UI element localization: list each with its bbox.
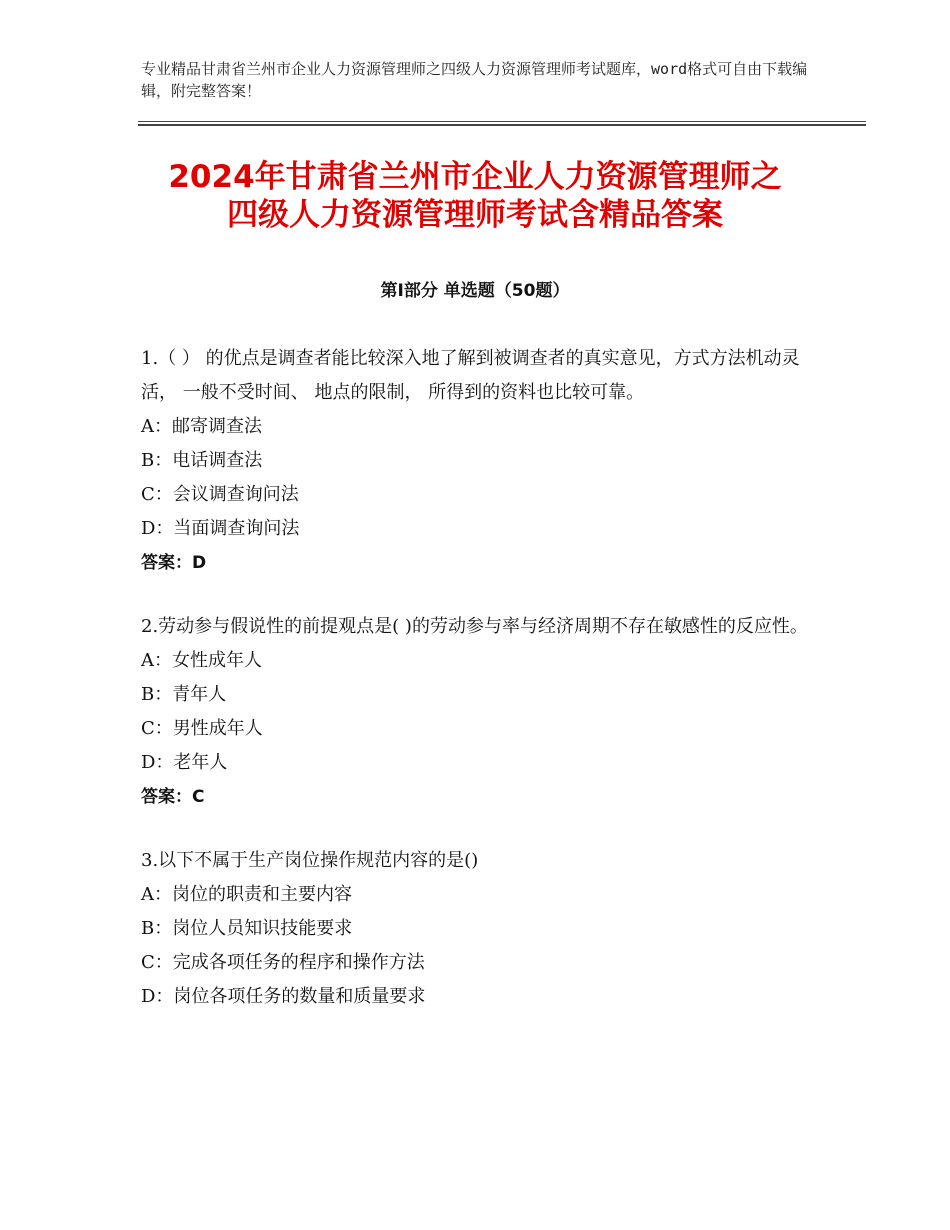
option-b: B：青年人 bbox=[141, 684, 227, 705]
question-3 bbox=[141, 844, 821, 1014]
option-a: A：女性成年人 bbox=[141, 650, 262, 671]
question-stem: 1.（ ） 的优点是调查者能比较深入地了解到被调查者的真实意见，方式方法机动灵活， 一般不受时间、 地点的限制， 所得到的资料也比较可靠。 bbox=[141, 348, 800, 403]
option-c: C：会议调查询问法 bbox=[141, 484, 299, 505]
question-2 bbox=[141, 610, 821, 814]
option-d: D：当面调查询问法 bbox=[141, 518, 300, 539]
question-stem: 3.以下不属于生产岗位操作规范内容的是() bbox=[141, 850, 479, 871]
header-divider-thin bbox=[138, 121, 866, 122]
option-d: D：老年人 bbox=[141, 752, 228, 773]
section-title: 第Ⅰ部分 单选题（50题） bbox=[380, 281, 570, 301]
option-c: C：完成各项任务的程序和操作方法 bbox=[141, 952, 425, 973]
header-divider-thick bbox=[138, 124, 866, 126]
title-line-1: 2024年甘肃省兰州市企业人力资源管理师之 bbox=[168, 159, 782, 195]
answer: 答案：D bbox=[141, 553, 207, 573]
header-note: 专业精品甘肃省兰州市企业人力资源管理师之四级人力资源管理师考试题库，word格式可自由下载编辑，附完整答案！ bbox=[141, 60, 808, 100]
answer: 答案：C bbox=[141, 787, 205, 807]
question-list bbox=[141, 342, 821, 1044]
question-stem: 2.劳动参与假说性的前提观点是( )的劳动参与率与经济周期不存在敏感性的反应性。 bbox=[141, 616, 808, 637]
option-c: C：男性成年人 bbox=[141, 718, 263, 739]
title-line-2: 四级人力资源管理师考试含精品答案 bbox=[227, 197, 723, 233]
option-b: B：岗位人员知识技能要求 bbox=[141, 918, 353, 939]
option-a: A：邮寄调查法 bbox=[141, 416, 262, 437]
option-b: B：电话调查法 bbox=[141, 450, 263, 471]
option-d: D：岗位各项任务的数量和质量要求 bbox=[141, 986, 426, 1007]
document-title bbox=[100, 158, 850, 234]
option-a: A：岗位的职责和主要内容 bbox=[141, 884, 352, 905]
question-1 bbox=[141, 342, 821, 580]
